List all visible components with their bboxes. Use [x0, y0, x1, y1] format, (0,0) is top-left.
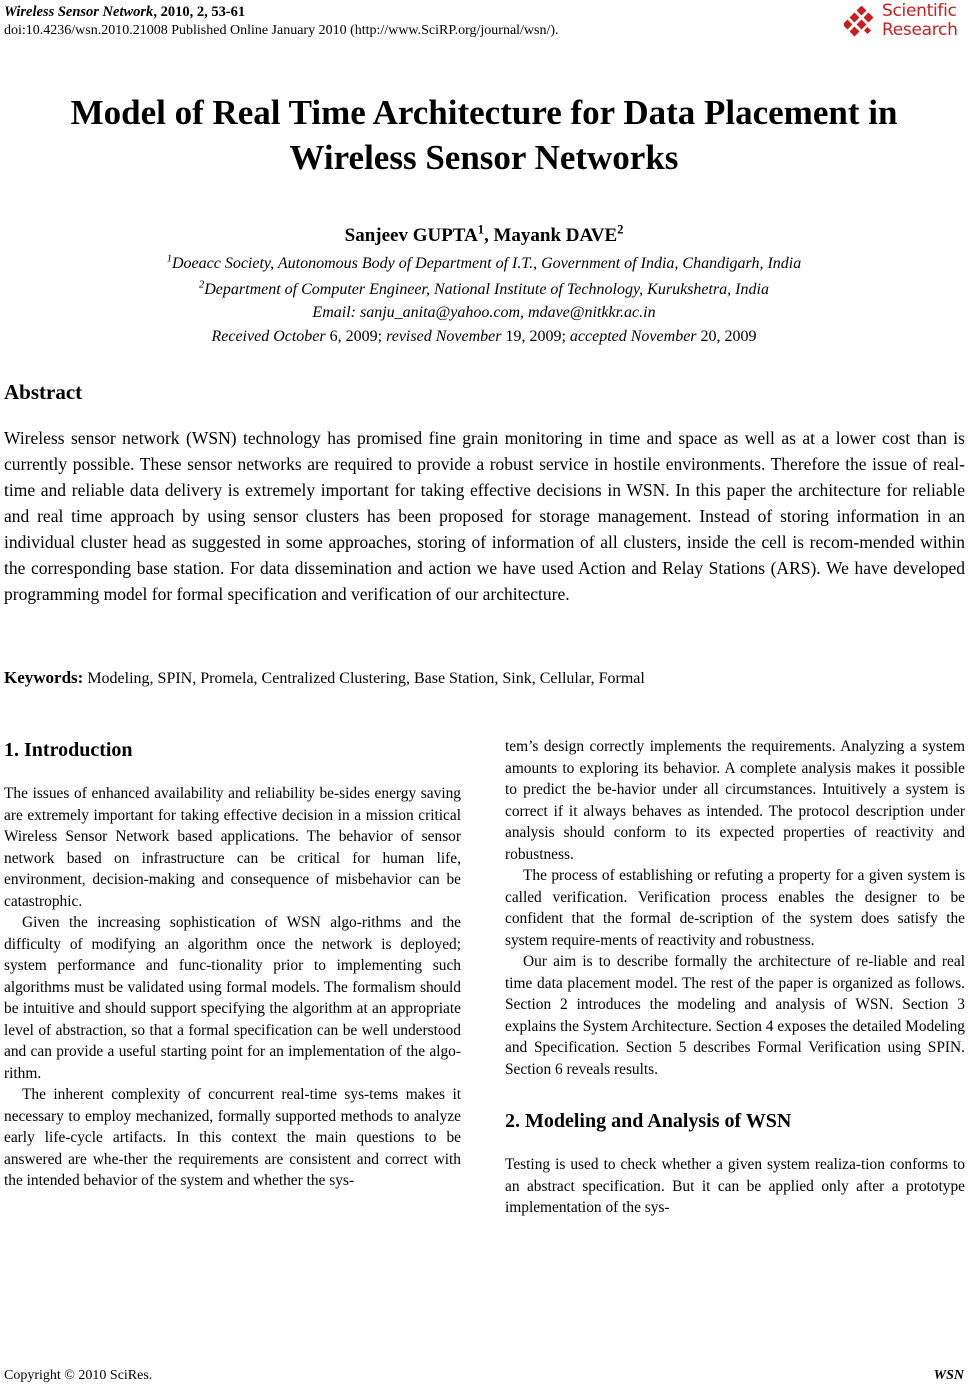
logo-wordmark — [882, 2, 958, 40]
author-separator: , — [483, 225, 494, 246]
right-paragraph-1: tem’s design correctly implements the requirements. Analyzing a system amounts to exploring its behavior. A complete analysis makes it possible to predict the be-havior under all circumstances. Intuitively a system is correct if it always behaves as intended. The protocol description under analysis should conform to its expected properties of reactivity and robustness. — [505, 738, 965, 863]
email-label: Email — [312, 304, 351, 321]
paper-title — [0, 90, 968, 180]
section-1-paragraph-1: The issues of enhanced availability and reliability be-sides energy saving are extremely important for taking effective decision in a mission critical Wireless Sensor Network based applications. The behavior of sensor network based on infrastructure can be critical for human life, environment, decision-making and consequence of misbehavior can be catastrophic. — [4, 785, 461, 910]
email-value: : sanju_anita@yahoo.com, mdave@nitkkr.ac.in — [350, 304, 656, 321]
author1-sup: 1 — [477, 222, 484, 237]
title-line2: Wireless Sensor Networks — [289, 138, 679, 177]
right-column — [505, 736, 965, 1219]
logo-line2: Research — [882, 20, 958, 40]
affiliation-1-sup: 1 — [166, 253, 172, 265]
received-date: 6, 2009; — [325, 328, 387, 345]
author2-sup: 2 — [617, 222, 624, 237]
affiliation-1-text: Doeacc Society, Autonomous Body of Department of I.T., Government of India, Chandigarh, India — [171, 255, 802, 272]
abstract-heading: Abstract — [4, 380, 83, 404]
affiliation-1 — [0, 253, 968, 275]
revised-label: revised November — [386, 328, 502, 345]
accepted-date: 20, 2009 — [696, 328, 757, 345]
journal-name: Wireless Sensor Network — [4, 4, 154, 20]
footer-journal-abbr: WSN — [933, 1368, 964, 1383]
author1-name: Sanjeev GUPTA — [344, 225, 478, 246]
revised-date: 19, 2009; — [501, 328, 570, 345]
email-line — [0, 302, 968, 324]
right-paragraph-2: The process of establishing or refuting a property for a given system is called verification. Verification process enables the designer to be confident that the formal de-scription of the system does satisfy the system require-ments of reactivity and robustness. — [505, 867, 965, 949]
section-1-heading: 1. Introduction — [4, 739, 133, 761]
left-column — [4, 738, 461, 1192]
right-paragraph-3: Our aim is to describe formally the architecture of re-liable and real time data placement model. The rest of the paper is organized as follows. Section 2 introduces the modeling and analysis of WSN. Section 3 explains the System Architecture. Section 4 exposes the detailed Modeling and Specification. Section 5 describes Formal Verification using SPIN. Section 6 reveals results. — [505, 953, 965, 1078]
keywords — [4, 667, 965, 690]
abstract-text: Wireless sensor network (WSN) technology has promised fine grain monitoring in time and space as well as at a lower cost than is currently possible. These sensor networks are required to provide a robust service in hostile environments. Therefore the issue of real-time and reliable data delivery is extremely important for taking effective decisions in WSN. In this paper the architecture for reliable and real time approach by using sensor clusters has been proposed for storage management. Instead of storing information in an individual cluster head as suggested in some approaches, storing of information of all clusters, inside the cell is recom-mended within the corresponding base station. For data dissemination and action we have used Action and Relay Stations (ARS). We have developed programming model for formal specification and verification of our architecture. — [4, 428, 965, 604]
journal-citation — [4, 4, 245, 21]
affiliation-2-sup: 2 — [199, 279, 205, 291]
received-dates — [0, 326, 968, 348]
section-1-paragraph-2: Given the increasing sophistication of WSN algo-rithms and the difficulty of modifying an algorithm once the network is deployed; system performance and func-tionality prior to implementing such algorithms must be validated using formal models. The formalism should be intuitive and should support specifying the algorithm at an appropriate level of abstraction, so that a formal specification can be well understood and can provide a useful starting point for an implementation of the algo-rithm. — [4, 914, 461, 1082]
journal-volume: , 2010, 2, 53-61 — [153, 4, 246, 20]
section-2-heading: 2. Modeling and Analysis of WSN — [505, 1110, 792, 1132]
keywords-label: Keywords: — [4, 668, 84, 687]
logo-mark-icon — [844, 6, 878, 40]
author2-name: Mayank DAVE — [493, 225, 618, 246]
footer-copyright: Copyright © 2010 SciRes. — [4, 1368, 153, 1383]
doi-line: doi:10.4236/wsn.2010.21008 Published Online January 2010 (http://www.SciRP.org/journal/wsn/). — [4, 23, 559, 38]
keywords-text: Modeling, SPIN, Promela, Centralized Clustering, Base Station, Sink, Cellular, Formal — [83, 670, 645, 687]
section-1-paragraph-3: The inherent complexity of concurrent real-time sys-tems makes it necessary to employ mechanized, formally supported methods to analyze early life-cycle artifacts. In this context the main questions to be answered are whe-ther the requirements are consistent and correct with the intended behavior of the system and whether the sys- — [4, 1086, 461, 1189]
received-label: Received October — [211, 328, 326, 345]
affiliation-2-text: Department of Computer Engineer, National Institute of Technology, Kurukshetra, India — [204, 281, 769, 298]
publisher-logo — [844, 2, 964, 44]
accepted-label: accepted November — [569, 328, 697, 345]
affiliation-2 — [0, 279, 968, 301]
section-2-paragraph-1: Testing is used to check whether a given system realiza-tion conforms to an abstract specification. But it can be applied only after a prototype implementation of the sys- — [505, 1156, 965, 1216]
authors — [0, 224, 968, 248]
title-line1: Model of Real Time Architecture for Data Placement in — [70, 93, 898, 132]
logo-line1: Scientific — [882, 1, 957, 21]
